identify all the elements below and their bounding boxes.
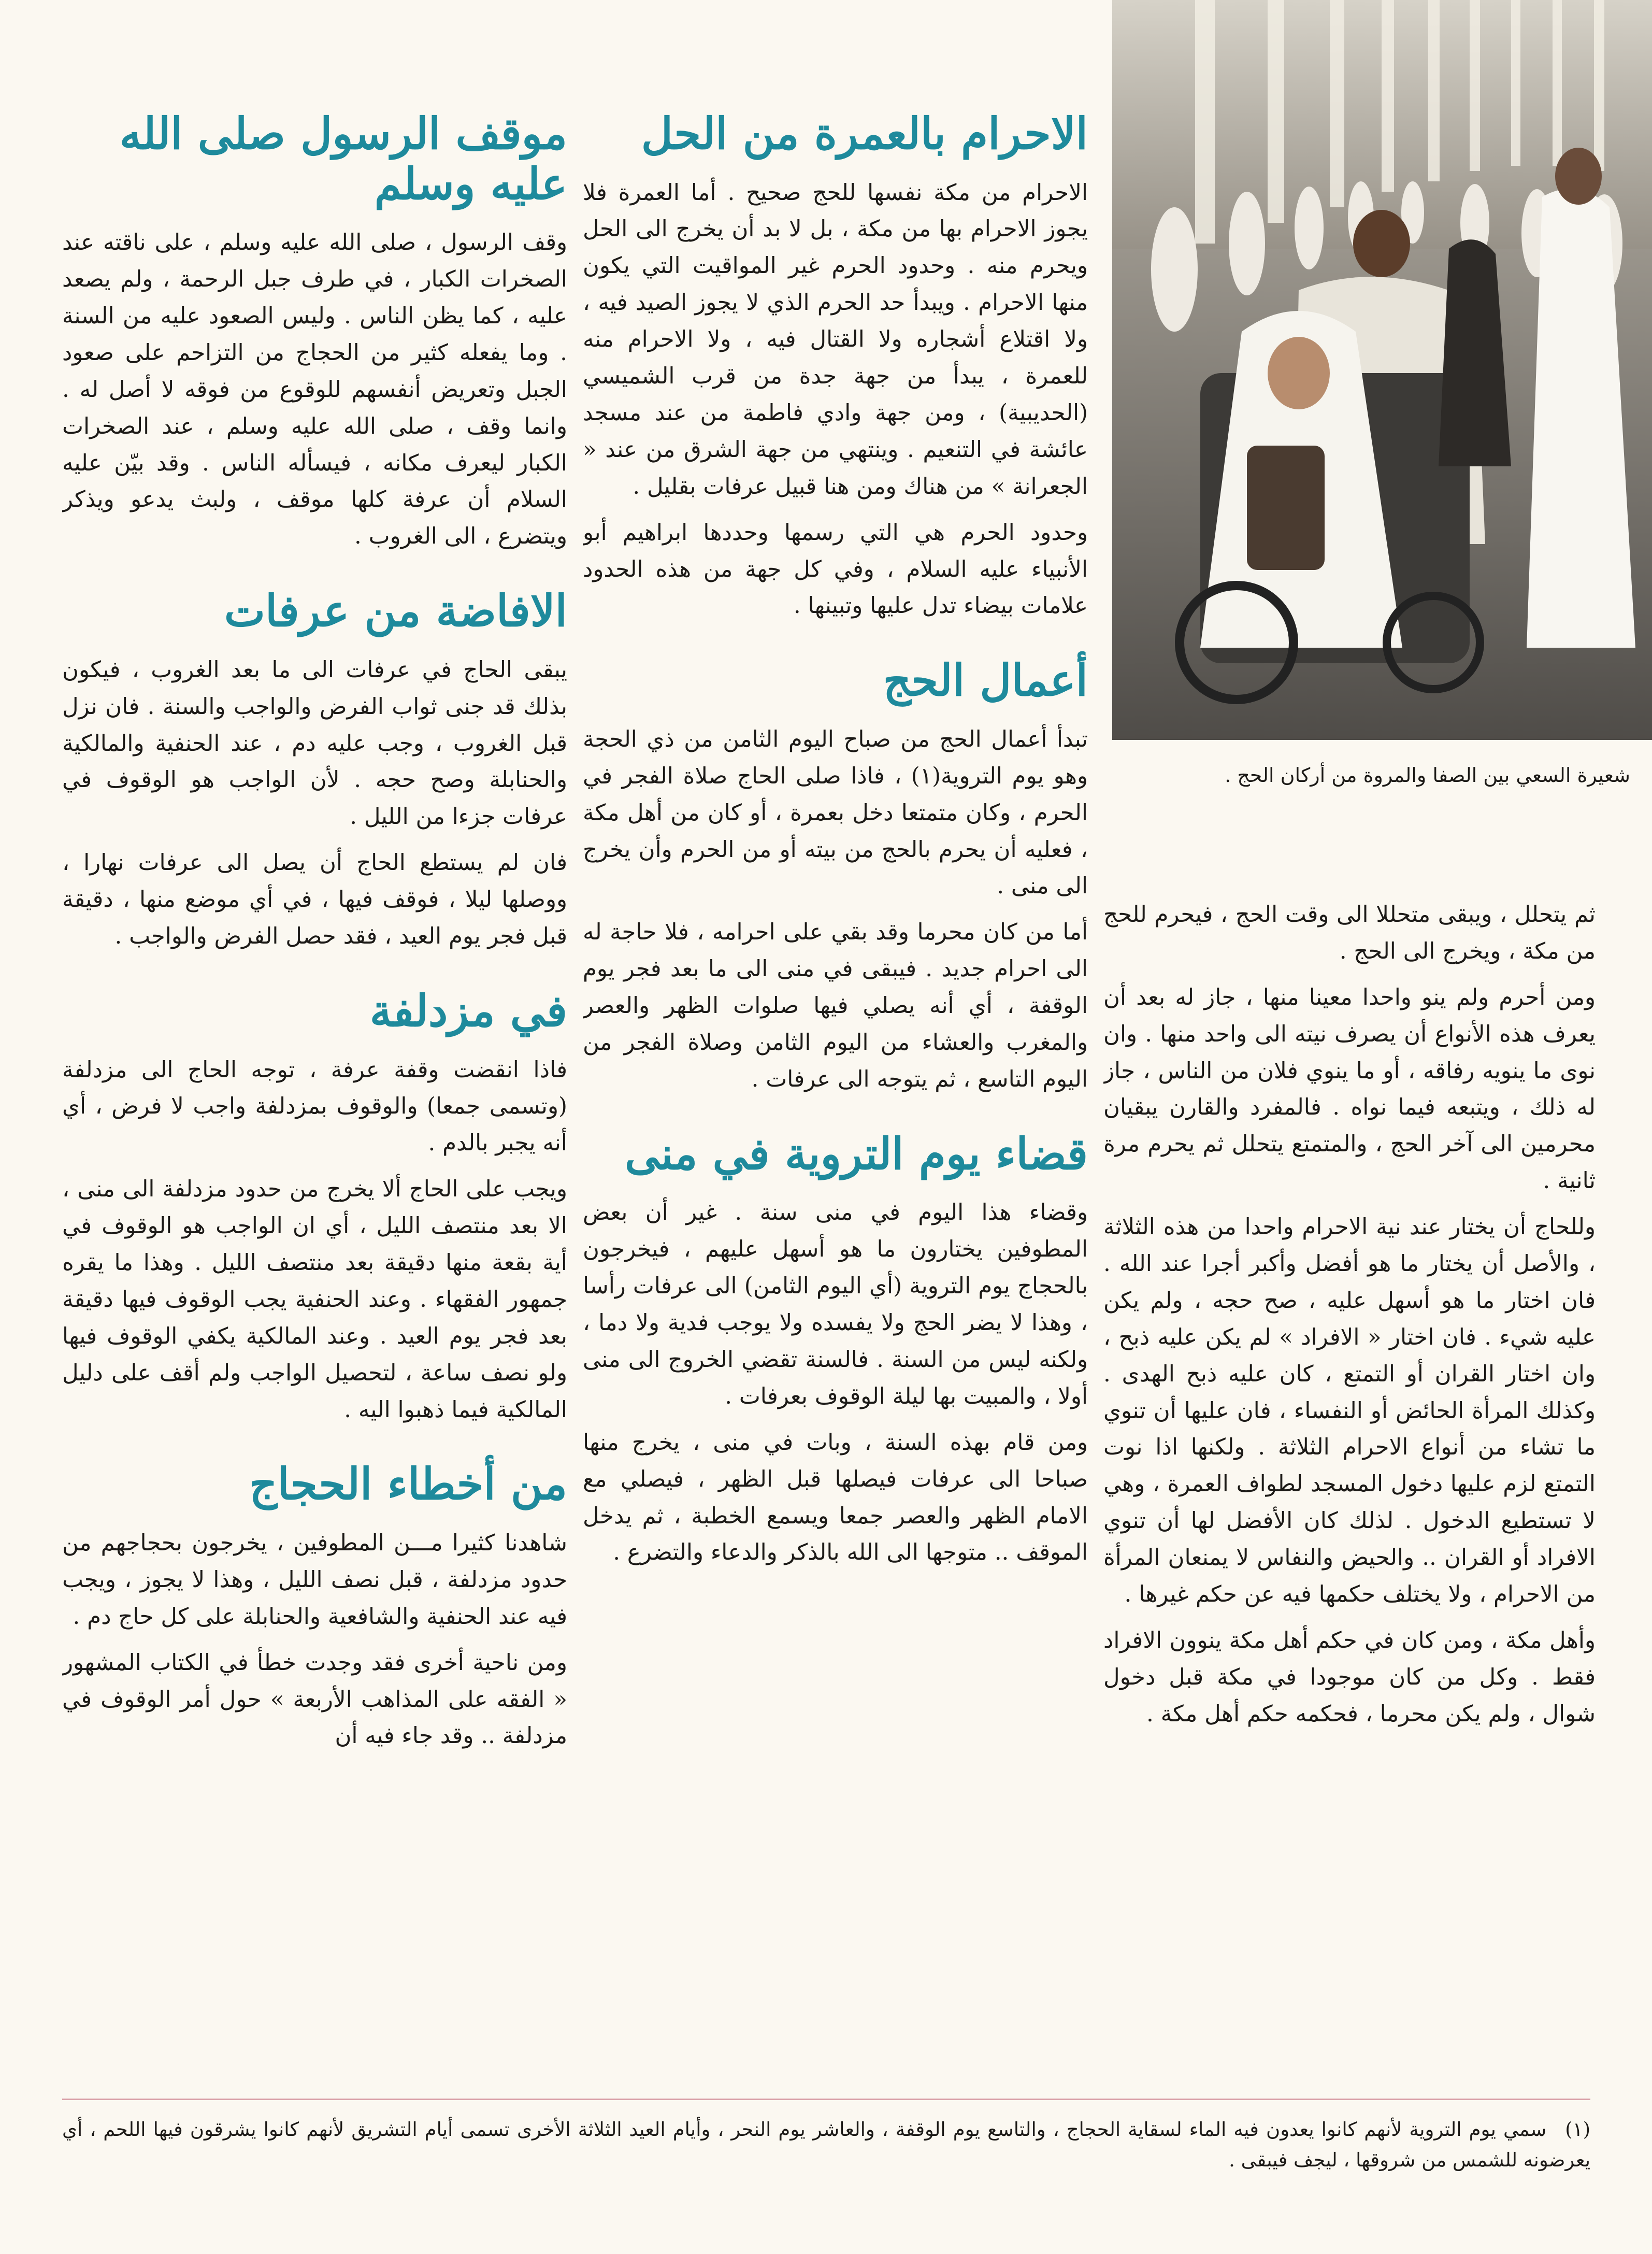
paragraph: وقف الرسول ، صلى الله عليه وسلم ، على ناقته عند الصخرات الكبار ، في طرف جبل الرحمة ، ولم يصعد عليه ، كما يظن الناس . وليس الصعود عليه من السنة . وما يفعله كثير من الحجاج من التزاحم على صعود الجبل وتعريض أنفسهم للوقوع من فوقه لا أصل له . وانما وقف ، صلى الله عليه وسلم ، عند الصخرات الكبار ليعرف مكانه ، فيسأله الناس . وقد بيّن عليه السلام أن عرفة كلها موقف ، ولبث يدعو ويذكر ويتضرع ، الى الغروب . <box>62 230 567 550</box>
footnote-text: سمي يوم التروية لأنهم كانوا يعدون فيه الماء لسقاية الحجاج ، والتاسع يوم الوقفة ، والعاشر يوم النحر ، وأيام العيد الثلاثة الأخرى تسمى أيام التشريق لأنهم كانوا يشرقون فيها اللحم ، أي يعرضونه للشمس من شروقها ، ليجف فيبقى . <box>62 2118 1590 2172</box>
section-muzdalifah <box>62 986 567 1429</box>
paragraph: أما من كان محرما وقد بقي على احرامه ، فلا حاجة له الى احرام جديد . فيبقى في منى الى ما بعد فجر يوم الوقفة ، أي أنه يصلي فيها صلوات الظهر والعصر والمغرب والعشاء من اليوم الثامن وصلاة الفجر من اليوم التاسع ، ثم يتوجه الى عرفات . <box>583 919 1088 1092</box>
section-title: في مزدلفة <box>369 985 567 1036</box>
paragraph: شاهدنا كثيرا مـــن المطوفين ، يخرجون بحجاجهم من حدود مزدلفة ، قبل نصف الليل ، وهذا لا يجوز ، ويجب فيه عند الحنفية والشافعية والحنابلة على كل حاج دم . <box>62 1530 567 1630</box>
section-tarwiyah-mina <box>583 1129 1088 1572</box>
section-hajj-acts <box>583 655 1088 1098</box>
section-prophet-stance <box>62 109 567 555</box>
section-title: الاحرام بالعمرة من الحل <box>641 108 1088 159</box>
footnote-divider <box>62 2099 1590 2100</box>
paragraph: تبدأ أعمال الحج من صباح اليوم الثامن من ذي الحجة وهو يوم التروية(١) ، فاذا صلى الحاج صلاة الفجر في الحرم ، وكان متمتعا دخل بعمرة ، أو كان من أهل مكة ، فعليه أن يحرم بالحج من بيته أو من الحرم وأن يخرج الى منى . <box>583 726 1088 900</box>
paragraph: ومن قام بهذه السنة ، وبات في منى ، يخرج منها صباحا الى عرفات فيصلها قبل الظهر ، فيصلي مع الامام الظهر والعصر جمعا ويسمع الخطبة ، ثم يدخل الموقف .. متوجها الى الله بالذكر والدعاء والتضرع . <box>583 1429 1088 1566</box>
photo-caption: شعيرة السعي بين الصفا والمروة من أركان الحج . <box>1225 764 1630 787</box>
section-pilgrim-mistakes <box>62 1459 567 1754</box>
section-ifadah-arafat <box>62 586 567 955</box>
photo-illustration <box>1112 0 1652 740</box>
section-title: أعمال الحج <box>883 654 1088 706</box>
paragraph: وأهل مكة ، ومن كان في حكم أهل مكة ينوون الافراد فقط . وكل من كان موجودا في مكة قبل دخول شوال ، ولم يكن محرما ، فحكمه حكم أهل مكة . <box>1103 1627 1596 1727</box>
section-ihram-umrah <box>583 109 1088 624</box>
paragraph: فاذا انقضت وقفة عرفة ، توجه الحاج الى مزدلفة (وتسمى جمعا) والوقوف بمزدلفة واجب لا فرض ، أي أنه يجبر بالدم . <box>62 1057 567 1157</box>
paragraph: وحدود الحرم هي التي رسمها وحددها ابراهيم أبو الأنبياء عليه السلام ، وفي كل جهة من هذه الحدود علامات بيضاء تدل عليها وتبينها . <box>583 519 1088 619</box>
column-middle <box>583 98 1088 2083</box>
paragraph: وقضاء هذا اليوم في منى سنة . غير أن بعض المطوفين يختارون ما هو أسهل عليهم ، فيخرجون بالحجاج يوم التروية (أي اليوم الثامن) الى عرفات رأسا ، وهذا لا يضر الحج ولا يفسده ولا يوجب فدية ولا دما ، ولكنه ليس من السنة . فالسنة تقضي الخروج الى منى أولا ، والمبيت بها ليلة الوقوف بعرفات . <box>583 1200 1088 1409</box>
footnote-mark: (١) <box>1565 2118 1590 2141</box>
paragraph: ومن ناحية أخرى فقد وجدت خطأ في الكتاب المشهور « الفقه على المذاهب الأربعة » حول أمر الوقوف في مزدلفة .. وقد جاء فيه أن <box>62 1649 567 1749</box>
paragraph: ثم يتحلل ، ويبقى متحللا الى وقت الحج ، فيحرم للحج من مكة ، ويخرج الى الحج . <box>1103 902 1596 964</box>
section-title: من أخطاء الحجاج <box>249 1458 567 1510</box>
paragraph: ومن أحرم ولم ينو واحدا معينا منها ، جاز له بعد أن يعرف هذه الأنواع أن يصرف نيته الى واحد منها . وان نوى ما ينويه رفاقه ، أو ما ينوي فلان من الناس ، جاز له ذلك ، ويتبعه فيما نواه . فالمفرد والقارن يبقيان محرمين الى آخر الحج ، والمتمتع يتحلل ثم يحرم مرة ثانية . <box>1103 984 1596 1194</box>
section-title: موقف الرسول صلى الله عليه وسلم <box>119 108 567 209</box>
paragraph: وللحاج أن يختار عند نية الاحرام واحدا من هذه الثلاثة ، والأصل أن يختار ما هو أفضل وأكبر أجرا عند الله . فان اختار ما هو أسهل عليه ، صح حجه ، ولم يكن عليه شيء . فان اختار « الافراد » لم يكن عليه ذبح ، وان اختار القران أو التمتع ، كان عليه ذبح الهدى . وكذلك المرأة الحائض أو النفساء ، فان عليها أن تنوي ما تشاء من أنواع الاحرام الثلاثة . ولكنها اذا نوت التمتع لزم عليها دخول المسجد لطواف العمرة ، وهي لا تستطيع الدخول . لذلك كان الأفضل لها أن تنوي الافراد أو القران .. والحيض والنفاس لا يمنعان المرأة من الاحرام ، ولا يختلف حكمها فيه عن حكم غيرها . <box>1103 1214 1596 1608</box>
section-title: الافاضة من عرفات <box>224 585 567 637</box>
paragraph: فان لم يستطع الحاج أن يصل الى عرفات نهارا ، ووصلها ليلا ، فوقف فيها ، في أي موضع منها ، دقيقة قبل فجر يوم العيد ، فقد حصل الفرض والواجب . <box>62 850 567 950</box>
column-right <box>1103 896 1596 2083</box>
paragraph: ويجب على الحاج ألا يخرج من حدود مزدلفة الى منى ، الا بعد منتصف الليل ، أي ان الواجب هو الوقوف في أية بقعة منها دقيقة بعد منتصف الليل . وهذا ما يقره جمهور الفقهاء . وعند الحنفية يجب الوقوف فيها دقيقة بعد فجر يوم العيد . وعند المالكية يكفي الوقوف فيها ولو نصف ساعة ، لتحصيل الواجب ولم أقف على دليل المالكية فيما ذهبوا اليه . <box>62 1176 567 1423</box>
section-title: قضاء يوم التروية في منى <box>625 1128 1088 1179</box>
paragraph: يبقى الحاج في عرفات الى ما بعد الغروب ، فيكون بذلك قد جنى ثواب الفرض والواجب والسنة . فان نزل قبل الغروب ، وجب عليه دم ، عند الحنفية والمالكية والحنابلة وصح حجه . لأن الواجب هو الوقوف في عرفات جزءا من الليل . <box>62 657 567 830</box>
footnote <box>62 2114 1590 2175</box>
photo-sai-pilgrims <box>1112 0 1652 740</box>
paragraph: الاحرام من مكة نفسها للحج صحيح . أما العمرة فلا يجوز الاحرام بها من مكة ، بل لا بد أن يخرج الى الحل ويحرم منه . وحدود الحرم غير المواقيت التي يكون منها الاحرام . ويبدأ حد الحرم الذي لا يجوز الصيد فيه ، ولا اقتلاع أشجاره ولا القتال فيه ، ولا الاحرام منه للعمرة ، يبدأ من جهة جدة من قرب الشميسي (الحديبية) ، ومن جهة وادي فاطمة من عند مسجد عائشة في التنعيم . وينتهي من جهة الشرق من عند « الجعرانة » من هناك ومن هنا قبيل عرفات بقليل . <box>583 179 1088 500</box>
column-left <box>62 98 567 2083</box>
